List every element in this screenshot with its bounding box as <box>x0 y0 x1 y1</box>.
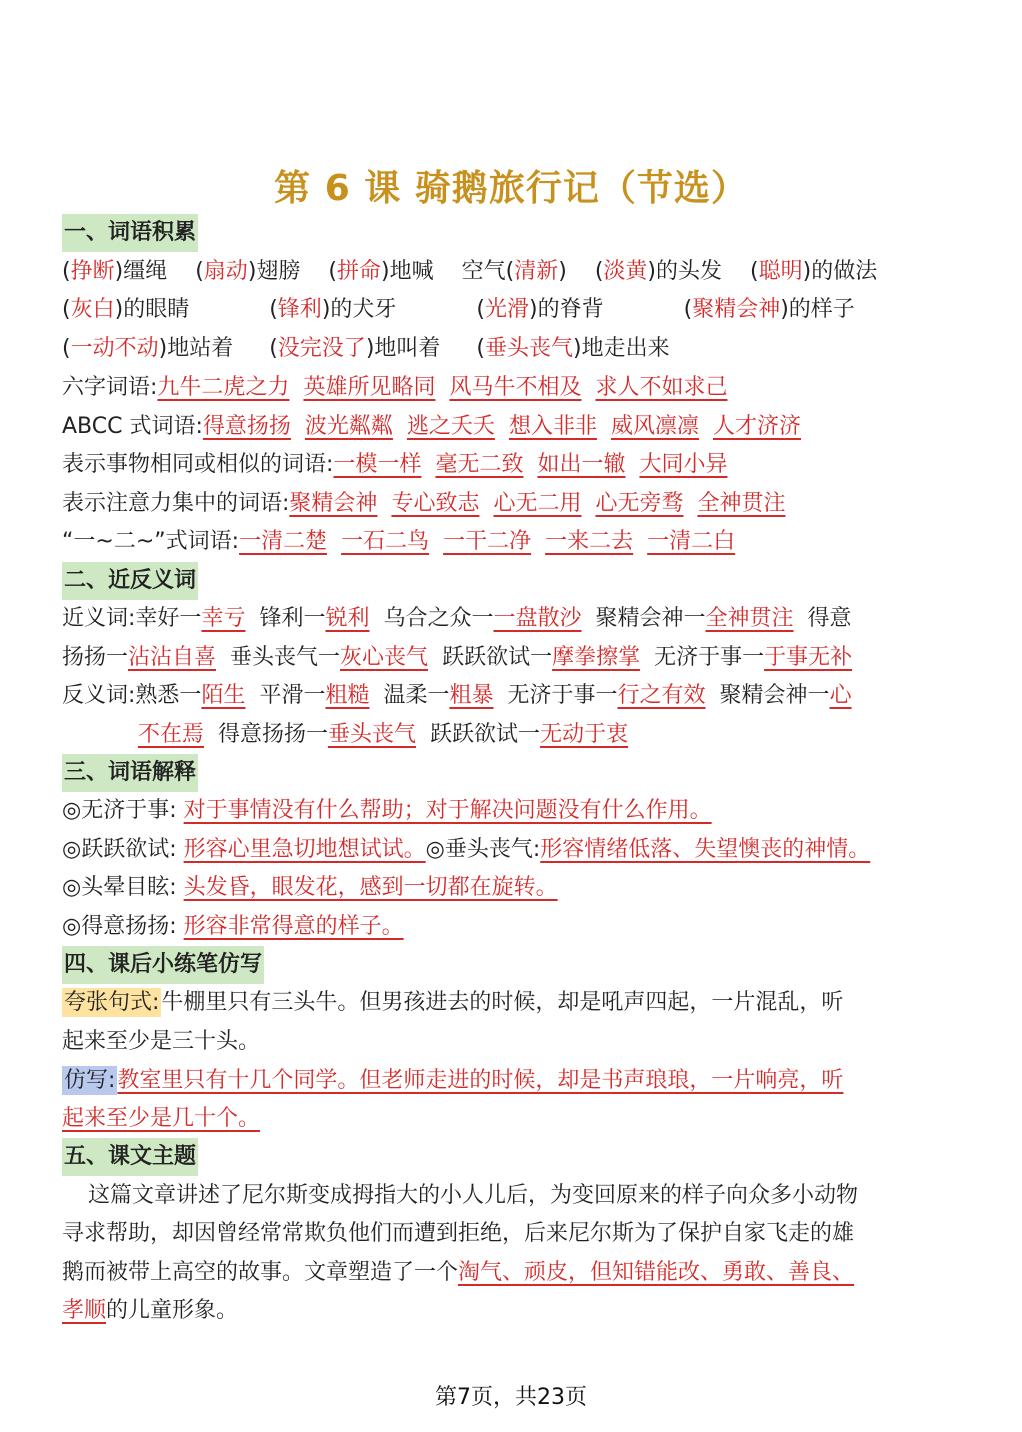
pair-word: 无济于事一 <box>654 645 765 670</box>
pair-answer: 锐利 <box>325 606 370 631</box>
antonym-label: 反义词: <box>62 683 136 708</box>
pair-word: 垂头丧气一 <box>230 645 341 670</box>
pair-word: 跃跃欲试一 <box>442 645 553 670</box>
word-answer: 聚精会神 <box>289 491 378 516</box>
word-answer: 风马牛不相及 <box>449 375 582 400</box>
pair-answer: 沾沾自喜 <box>128 645 217 670</box>
vocab-text: )的做法 <box>802 259 878 284</box>
vocab-text: )的眼睛 <box>114 297 190 322</box>
section-heading-vocab: 一、词语积累 <box>62 214 198 252</box>
yier-list <box>239 529 749 554</box>
theme-text: 鹅而被带上高空的故事。文章塑造了一个 <box>62 1260 459 1285</box>
theme-highlight: 淘气、顽皮，但知错能改、勇敢、善良、 <box>458 1260 855 1285</box>
theme-text-end: 的儿童形象。 <box>106 1298 239 1323</box>
vocab-item <box>462 253 567 291</box>
vocab-text: )的头发 <box>647 259 723 284</box>
pair-answer: 行之有效 <box>617 683 706 708</box>
term: ◎垂头丧气: <box>425 837 541 862</box>
pair-answer: 垂头丧气 <box>328 722 417 747</box>
word-answer: 心无旁骛 <box>595 491 684 516</box>
vocab-text: ( <box>594 259 604 284</box>
pair-answer: 幸亏 <box>201 606 246 631</box>
pair-word: 聚精会神一 <box>719 683 830 708</box>
vocab-text: ( <box>195 259 204 284</box>
same-words <box>62 446 982 484</box>
section-heading-synonyms: 二、近反义词 <box>62 562 198 600</box>
vocab-answer: 一动不动 <box>70 336 159 361</box>
vocab-row-3 <box>62 330 982 368</box>
vocab-text: ) <box>558 259 567 284</box>
imitation-tag: 仿写: <box>64 1068 116 1093</box>
pair-answer: 灰心丧气 <box>340 645 429 670</box>
vocab-text: )地叫着 <box>365 336 441 361</box>
abcc-list <box>203 414 815 439</box>
pair-word: 聚精会神一 <box>595 606 706 631</box>
vocab-text: )地喊 <box>381 259 434 284</box>
word-answer: 想入非非 <box>508 414 597 439</box>
antonym-pairs-2 <box>138 722 642 747</box>
vocab-text: ( <box>62 259 71 284</box>
vocab-item <box>195 253 300 291</box>
vocab-item <box>269 291 396 329</box>
pair-answer: 粗糙 <box>325 683 370 708</box>
theme-line-2: 寻求帮助，却因曾经常常欺负他们而遭到拒绝，后来尼尔斯为了保护自家飞走的雄 <box>62 1221 855 1246</box>
word-answer: 大同小异 <box>639 452 728 477</box>
theme-line-3 <box>62 1254 982 1292</box>
word-answer: 毫无二致 <box>435 452 524 477</box>
theme-line-1: 这篇文章讲述了尼尔斯变成拇指大的小人儿后，为变回原来的样子向众多小动物 <box>88 1183 859 1208</box>
pair-word: 平滑一 <box>259 683 326 708</box>
vocab-text: ( <box>328 259 337 284</box>
focus-label: 表示注意力集中的词语: <box>62 491 290 516</box>
pair-answer: 心 <box>829 683 852 708</box>
vocab-text: 空气( <box>461 259 515 284</box>
word-answer: 一模一样 <box>333 452 422 477</box>
word-answer: 心无二用 <box>493 491 582 516</box>
vocab-text: ( <box>476 336 485 361</box>
definition: 对于事情没有什么帮助；对于解决问题没有什么作用。 <box>183 798 712 823</box>
example-sentence-line-2: 起来至少是三十头。 <box>62 1029 261 1054</box>
word-answer: 九牛二虎之力 <box>157 375 290 400</box>
theme-line-4 <box>62 1292 982 1330</box>
six-char-words <box>62 369 982 407</box>
vocab-text: )的样子 <box>780 297 855 322</box>
vocab-item <box>595 253 722 291</box>
word-answer: 一干二净 <box>443 529 532 554</box>
vocab-item <box>476 330 669 368</box>
vocab-text: ( <box>269 336 278 361</box>
pair-answer: 陌生 <box>201 683 246 708</box>
vocab-answer: 没完没了 <box>277 336 366 361</box>
word-answer: 如出一辙 <box>537 452 626 477</box>
vocab-text: ( <box>476 297 485 322</box>
vocab-text: ( <box>750 259 759 284</box>
focus-words <box>62 485 982 523</box>
pair-word: 温柔一 <box>383 683 450 708</box>
term: ◎头晕目眩: <box>62 875 177 900</box>
vocab-answer: 拼命 <box>337 259 382 284</box>
vocab-answer: 挣断 <box>70 259 115 284</box>
pair-word: 扬扬一 <box>62 645 129 670</box>
pair-word: 得意 <box>807 606 852 631</box>
antonym-line-2 <box>138 716 978 754</box>
vocab-text: )地走出来 <box>573 336 670 361</box>
vocab-text: ( <box>62 336 71 361</box>
word-answer: 逃之夭夭 <box>406 414 495 439</box>
vocab-answer: 垂头丧气 <box>485 336 574 361</box>
six-char-list <box>157 375 741 400</box>
same-label: 表示事物相同或相似的词语: <box>62 452 334 477</box>
vocab-item <box>684 291 855 329</box>
antonym-pairs-1 <box>135 683 865 708</box>
vocab-text: )翅膀 <box>247 259 301 284</box>
pair-word: 幸好一 <box>135 606 202 631</box>
synonym-pairs-2 <box>62 645 866 670</box>
definition: 形容情绪低落、失望懊丧的神情。 <box>540 837 871 862</box>
six-char-label: 六字词语: <box>62 375 158 400</box>
synonym-line-2 <box>62 639 982 677</box>
definition: 形容非常得意的样子。 <box>183 914 404 939</box>
vocab-item <box>62 253 167 291</box>
focus-list <box>289 491 799 516</box>
term: ◎无济于事: <box>62 798 177 823</box>
vocab-item <box>269 330 440 368</box>
vocab-text: )缰绳 <box>114 259 168 284</box>
word-answer: 求人不如求己 <box>595 375 728 400</box>
vocab-text: ( <box>683 297 693 322</box>
word-answer: 一石二鸟 <box>341 529 430 554</box>
explanation-4 <box>62 908 982 946</box>
vocab-item <box>476 291 603 329</box>
pair-word: 锋利一 <box>259 606 326 631</box>
vocab-item <box>62 330 233 368</box>
vocab-text: )的脊背 <box>529 297 604 322</box>
vocab-text: ( <box>62 297 71 322</box>
page-title: 第 6 课 骑鹅旅行记（节选） <box>274 168 748 209</box>
yier-label: “一~二~”式词语: <box>62 529 240 554</box>
pair-word: 跃跃欲试一 <box>430 722 541 747</box>
pair-word: 无济于事一 <box>507 683 618 708</box>
pair-answer: 无动于衷 <box>540 722 629 747</box>
imitation-line-1 <box>62 1062 982 1100</box>
section-heading-theme: 五、课文主题 <box>62 1138 198 1176</box>
pair-answer: 摩拳擦掌 <box>552 645 641 670</box>
vocab-answer: 淡黄 <box>603 259 648 284</box>
word-answer: 人才济济 <box>712 414 801 439</box>
word-answer: 专心致志 <box>391 491 480 516</box>
word-answer: 得意扬扬 <box>202 414 291 439</box>
yier-words <box>62 523 982 561</box>
definition: 头发昏，眼发花，感到一切都在旋转。 <box>183 875 558 900</box>
pair-word: 熟悉一 <box>135 683 202 708</box>
vocab-answer: 聚精会神 <box>692 297 781 322</box>
example-text: 牛棚里只有三头牛。但男孩进去的时候，却是吼声四起，一片混乱，听 <box>161 990 844 1015</box>
term: ◎跃跃欲试: <box>62 837 177 862</box>
synonym-label: 近义词: <box>62 606 136 631</box>
antonym-line-1 <box>62 677 982 715</box>
vocab-answer: 灰白 <box>70 297 115 322</box>
imitation-text-cont: 起来至少是几十个。 <box>62 1106 261 1131</box>
vocab-text: )地站着 <box>158 336 234 361</box>
explanation-2 <box>62 831 982 869</box>
vocab-answer: 聪明 <box>758 259 803 284</box>
word-answer: 一来二去 <box>545 529 634 554</box>
vocab-item <box>62 291 189 329</box>
vocab-answer: 清新 <box>514 259 559 284</box>
abcc-label: ABCC 式词语: <box>62 414 203 439</box>
synonym-line-1 <box>62 600 982 638</box>
vocab-text: ( <box>269 297 278 322</box>
imitation-text: 教室里只有十几个同学。但老师走进的时候，却是书声琅琅，一片响亮，听 <box>117 1068 844 1093</box>
vocab-text: )的犬牙 <box>321 297 397 322</box>
word-answer: 波光粼粼 <box>304 414 393 439</box>
word-answer: 一清二白 <box>647 529 736 554</box>
explanation-1 <box>62 792 982 830</box>
pair-word: 乌合之众一 <box>383 606 494 631</box>
imitation-line-2 <box>62 1100 982 1138</box>
synonym-pairs-1 <box>135 606 865 631</box>
section-heading-practice: 四、课后小练笔仿写 <box>62 946 264 984</box>
abcc-words <box>62 408 982 446</box>
theme-highlight-cont: 孝顺 <box>62 1298 107 1323</box>
pair-answer: 一盘散沙 <box>493 606 582 631</box>
vocab-answer: 光滑 <box>485 297 530 322</box>
vocab-answer: 扇动 <box>203 259 248 284</box>
same-list <box>333 452 741 477</box>
example-sentence-line-1 <box>62 984 982 1022</box>
pair-answer: 于事无补 <box>764 645 853 670</box>
vocab-row-2 <box>62 291 982 329</box>
vocab-item <box>328 253 433 291</box>
exaggeration-tag: 夸张句式: <box>64 990 160 1015</box>
explanation-3 <box>62 869 982 907</box>
section-heading-explanations: 三、词语解释 <box>62 754 198 792</box>
pair-word: 得意扬扬一 <box>218 722 329 747</box>
vocab-answer: 锋利 <box>277 297 322 322</box>
pair-answer: 不在焉 <box>138 722 205 747</box>
pair-answer: 全神贯注 <box>705 606 794 631</box>
definition: 形容心里急切地想试试。 <box>183 837 426 862</box>
page-footer: 第7页，共23页 <box>435 1385 587 1410</box>
word-answer: 威风凛凛 <box>610 414 699 439</box>
vocab-item <box>750 253 877 291</box>
pair-answer: 粗暴 <box>449 683 494 708</box>
word-answer: 全神贯注 <box>697 491 786 516</box>
word-answer: 一清二楚 <box>239 529 328 554</box>
word-answer: 英雄所见略同 <box>303 375 436 400</box>
vocab-row-1 <box>62 253 982 291</box>
term: ◎得意扬扬: <box>62 914 177 939</box>
